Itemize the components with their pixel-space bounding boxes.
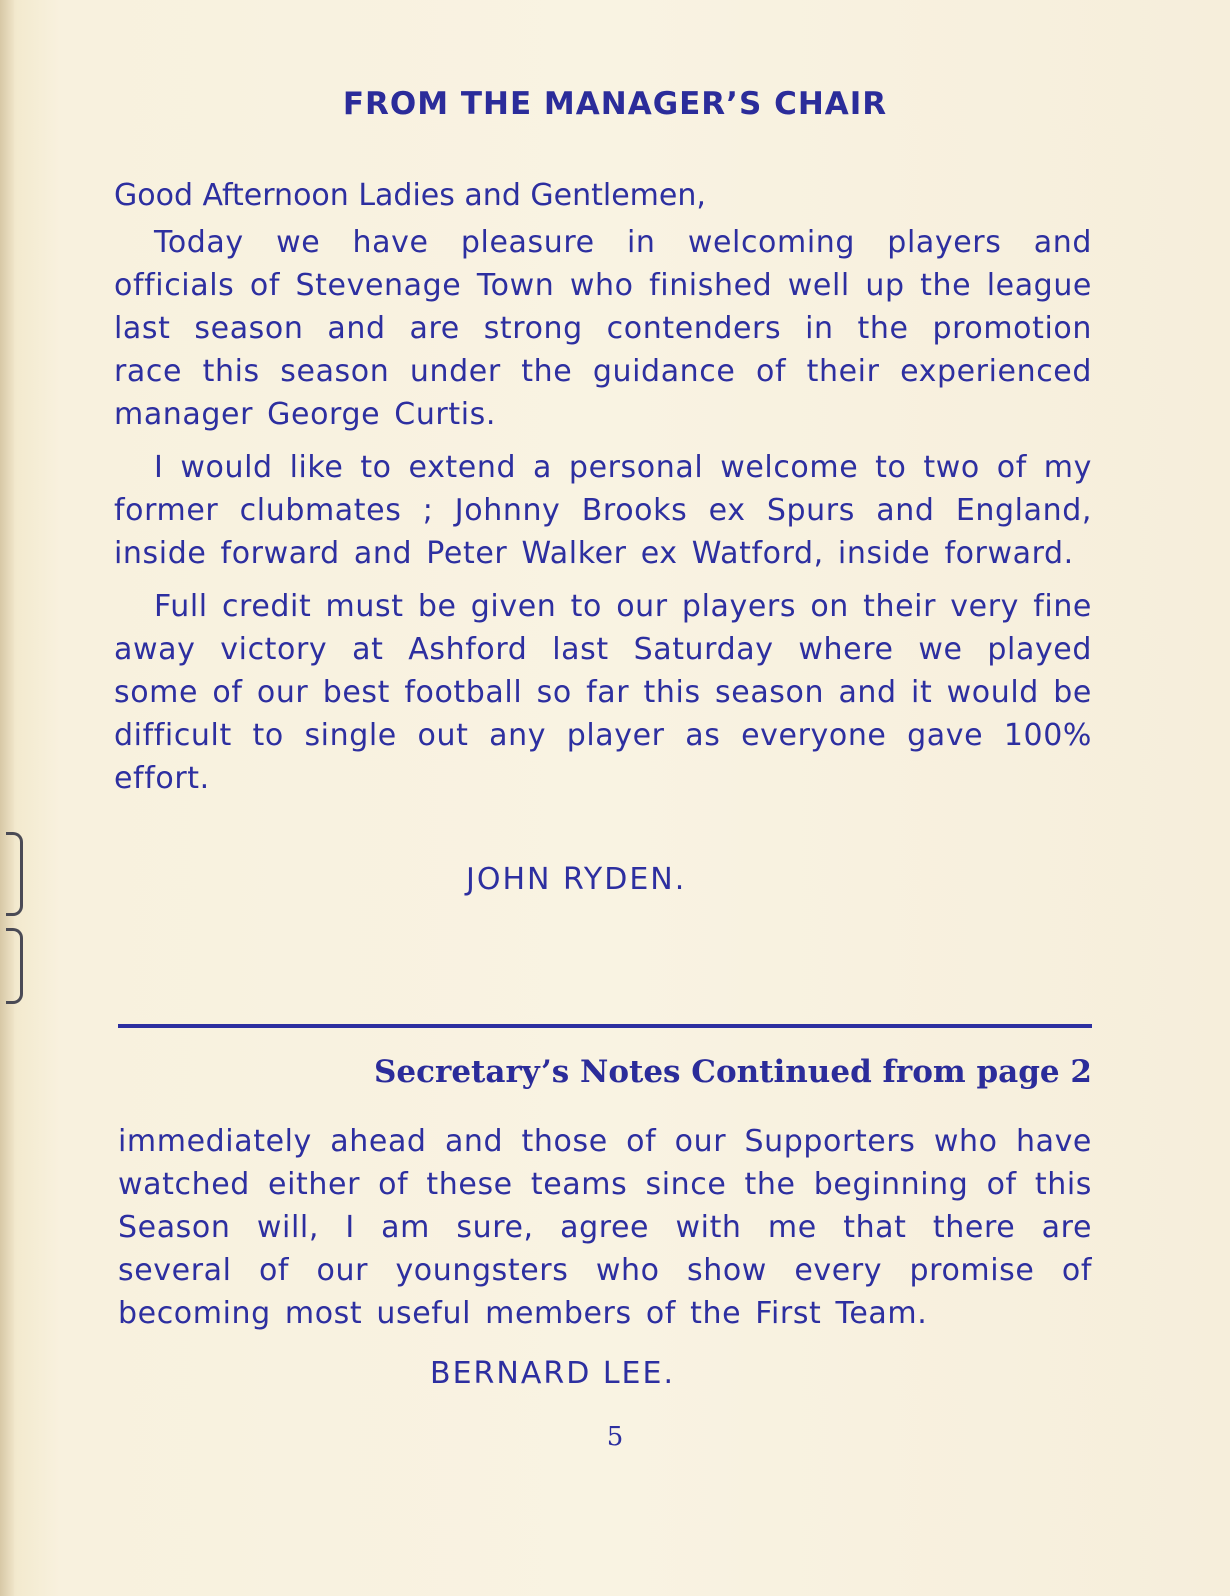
secretary-signature: BERNARD LEE. [430,1356,675,1391]
manager-paragraph-1: Today we have pleasure in welcoming players and officials of Stevenage Town who finished well up the league last season and are strong contenders in the promotion race this season under the guidance of their experienced manager George Curtis. [114,225,1092,432]
staple [6,832,23,916]
secretary-paragraph: immediately ahead and those of our Supporters who have watched either of these teams since the beginning of this Season will, I am sure, agree with me that there are several of our youngsters who show every promise of becoming most useful members of the First Team. [118,1124,1092,1331]
manager-heading: FROM THE MANAGER’S CHAIR [342,86,888,122]
greeting: Good Afternoon Ladies and Gentlemen, [114,178,706,213]
section-divider [118,1024,1092,1028]
page-spine [0,0,14,1596]
staple [6,928,23,1004]
page-number: 5 [606,1422,624,1452]
manager-paragraph-3: Full credit must be given to our players on their very fine away victory at Ashford last Saturday where we played some of our best football so far this season and it would be difficult to single out any player as everyone gave 100% effort. [114,589,1092,796]
secretary-notes [118,1120,1092,1345]
manager-signature: JOHN RYDEN. [466,862,687,897]
secretary-heading: Secretary’s Notes Continued from page 2 [374,1054,1092,1090]
manager-letter [114,174,1092,810]
manager-paragraph-2: I would like to extend a personal welcome to two of my former clubmates ; Johnny Brooks ex Spurs and England, inside forward and Peter Walker ex Watford, inside forward. [114,450,1092,571]
